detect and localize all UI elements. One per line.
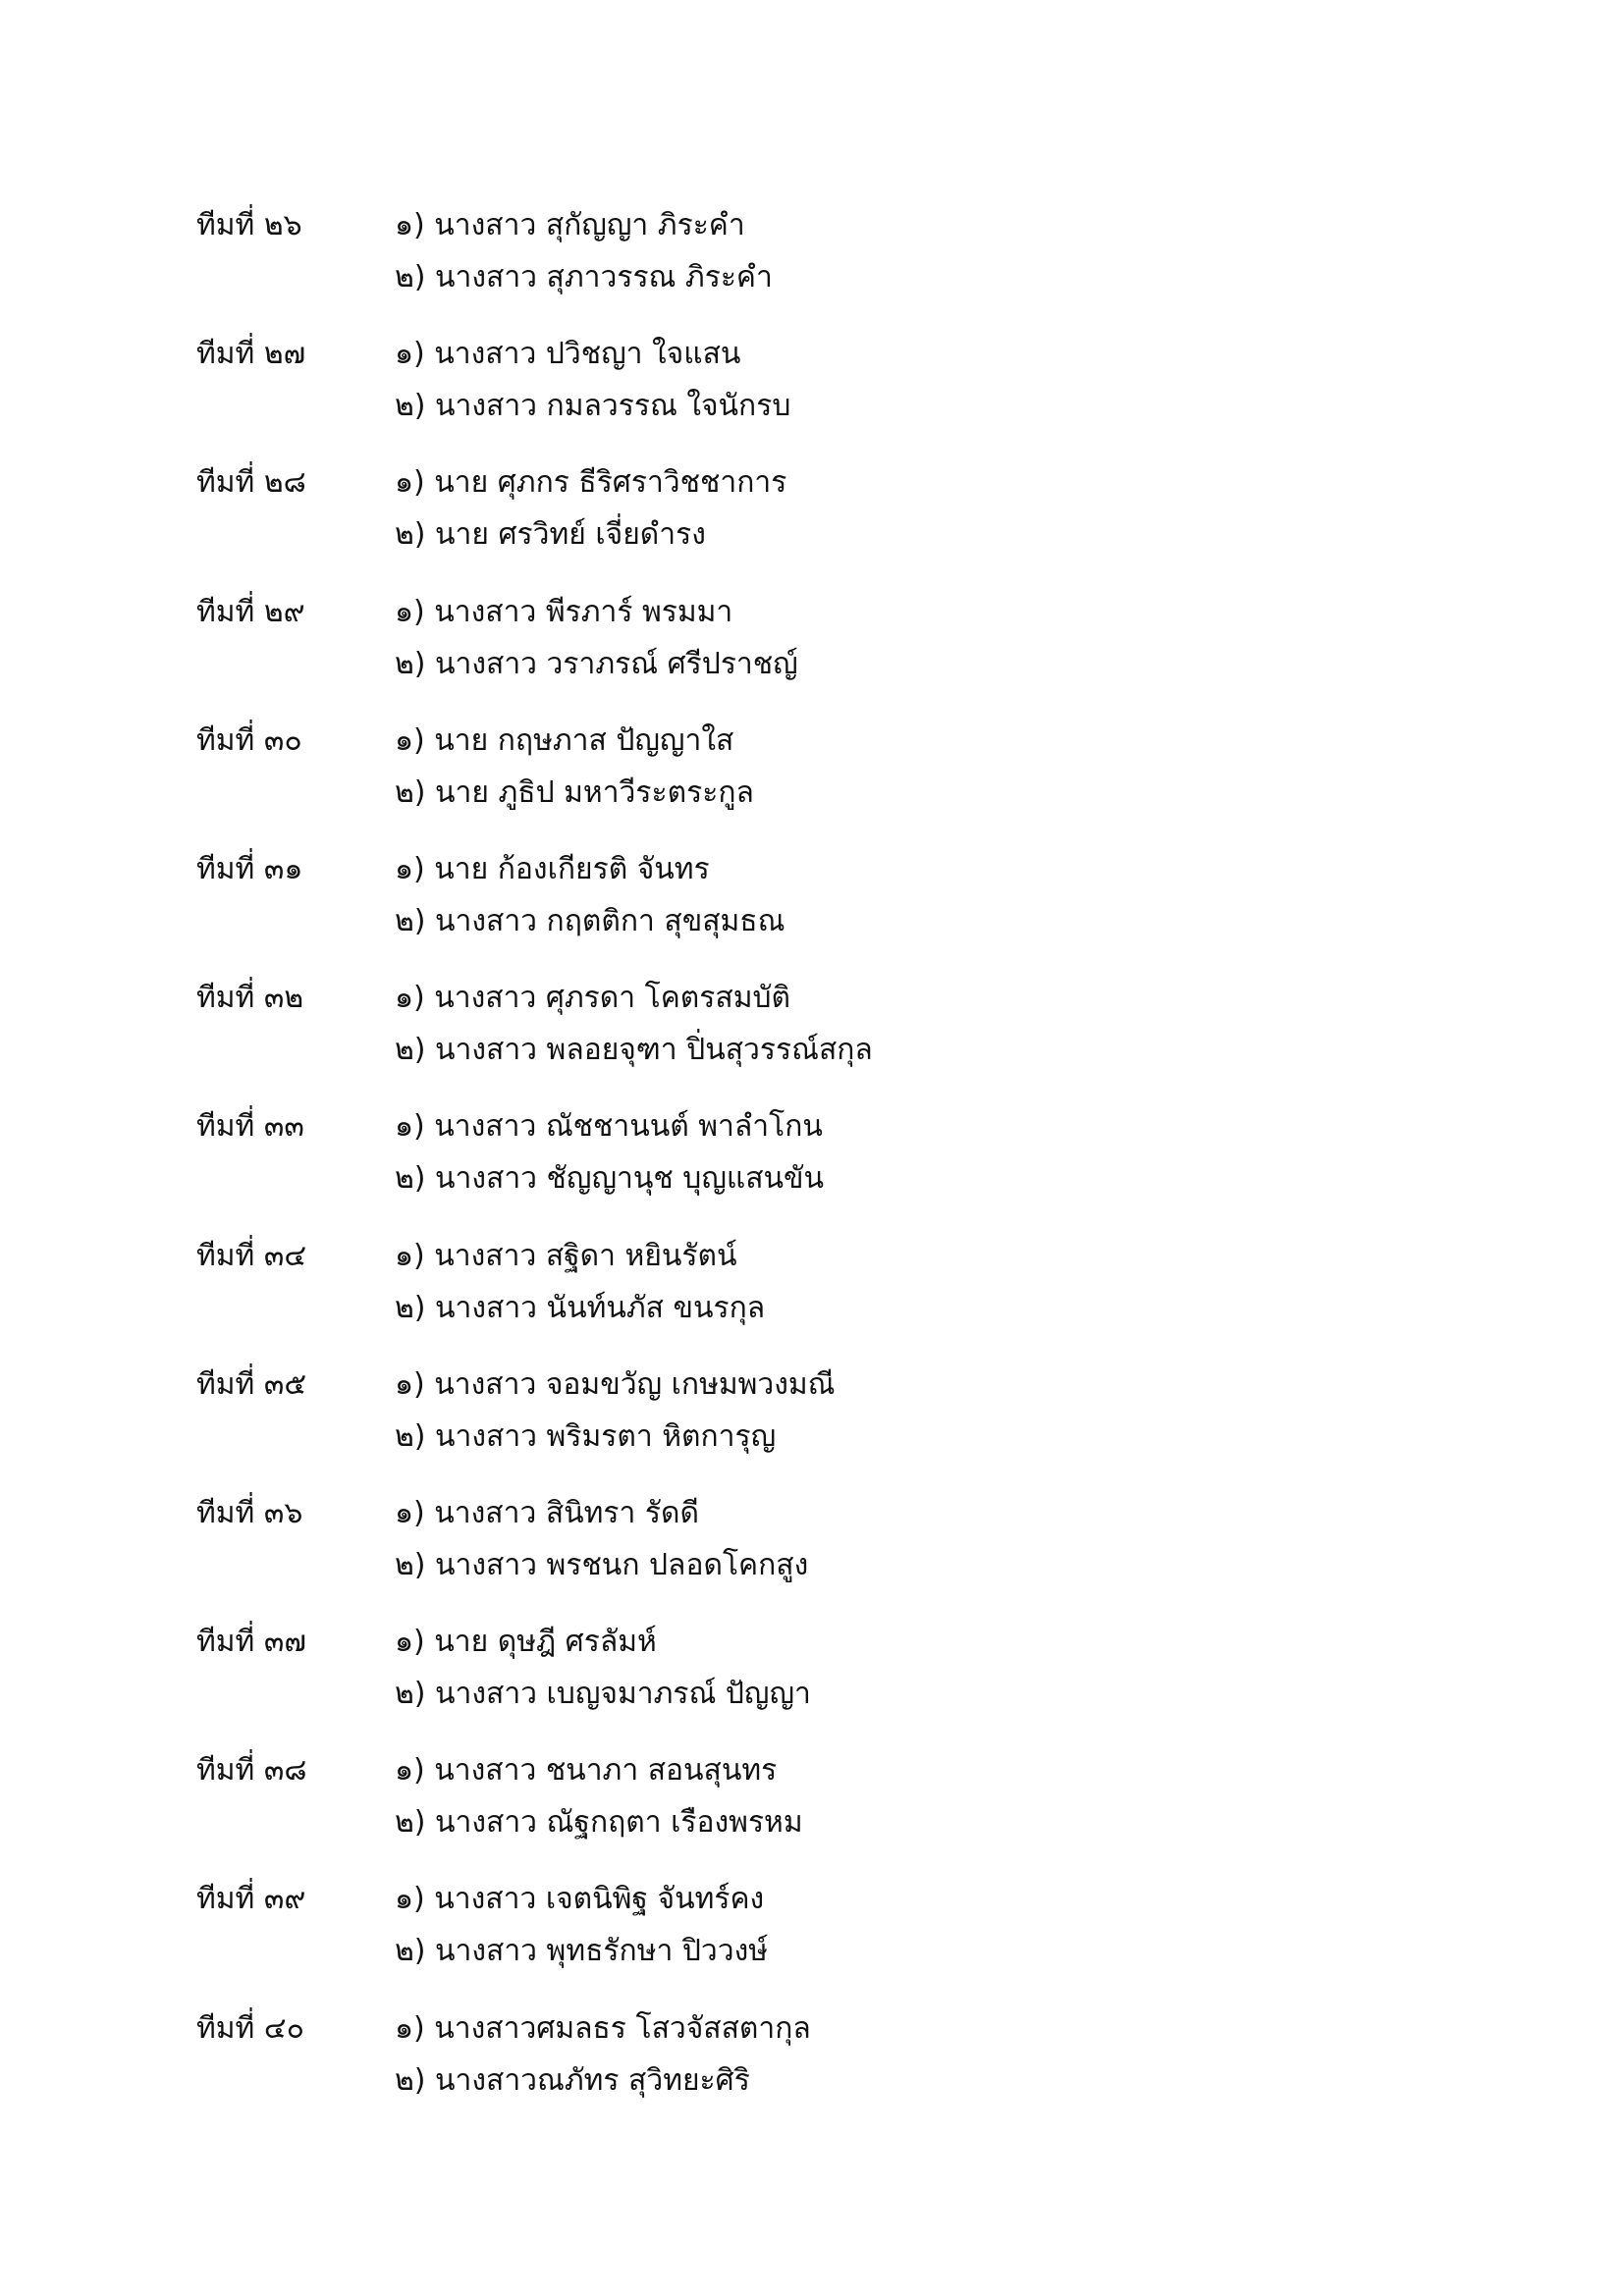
team-label: ทีมที่ ๓๔ bbox=[196, 1238, 307, 1273]
team-label: ทีมที่ ๒๖ bbox=[196, 208, 302, 242]
team-member-1: ๑) นาย ศุภกร ธีริศราวิชชาการ bbox=[395, 465, 787, 501]
team-member-2: ๒) นางสาว สุภาวรรณ ภิระคำ bbox=[395, 260, 773, 294]
team-member-2: ๒) นางสาว พุทธรักษา ปิววงษ์ bbox=[395, 1934, 769, 1969]
team-member-2: ๒) นางสาว กฤตติกา สุขสุมธณ bbox=[395, 903, 785, 938]
team-label: ทีมที่ ๓๑ bbox=[196, 851, 303, 886]
team-member-1: ๑) นางสาว ณัชชานนต์ พาลำโกน bbox=[395, 1109, 823, 1145]
team-label: ทีมที่ ๓๗ bbox=[196, 1625, 306, 1660]
team-entry bbox=[196, 456, 1473, 585]
team-entry bbox=[196, 1359, 1473, 1487]
team-label: ทีมที่ ๓๐ bbox=[196, 722, 302, 758]
team-label: ทีมที่ ๒๗ bbox=[196, 337, 306, 372]
team-label: ทีมที่ ๔๐ bbox=[196, 2010, 304, 2046]
team-member-1: ๑) นาย ดุษฎี ศรลัมห์ bbox=[395, 1625, 657, 1660]
team-entry bbox=[196, 586, 1473, 715]
team-member-1: ๑) นางสาว เจตนิพิฐ จันทร์คง bbox=[395, 1882, 765, 1917]
team-member-1: ๑) นางสาว ศุภรดา โคตรสมบัติ bbox=[395, 981, 791, 1016]
team-member-1: ๑) นางสาว จอมขวัญ เกษมพวงมณี bbox=[395, 1366, 836, 1402]
team-label: ทีมที่ ๓๖ bbox=[196, 1495, 303, 1530]
team-entry bbox=[196, 199, 1473, 328]
team-member-1: ๑) นาย กฤษภาส ปัญญาใส bbox=[395, 722, 734, 758]
team-member-1: ๑) นางสาว สินิทรา รัดดี bbox=[395, 1495, 699, 1530]
team-member-2: ๒) นางสาว เบญจมาภรณ์ ปัญญา bbox=[395, 1677, 811, 1712]
team-member-2: ๒) นางสาว พริมรตา หิตการุญ bbox=[395, 1418, 777, 1454]
team-entry bbox=[196, 1487, 1473, 1616]
team-entry bbox=[196, 843, 1473, 972]
team-member-2: ๒) นางสาวณภัทร สุวิทยะศิริ bbox=[395, 2062, 750, 2098]
team-entry bbox=[196, 1100, 1473, 1229]
team-member-2: ๒) นาย ศรวิทย์ เจี่ยดำรง bbox=[395, 517, 706, 553]
team-member-2: ๒) นางสาว ชัญญานุช บุญแสนขัน bbox=[395, 1161, 825, 1197]
team-label: ทีมที่ ๓๙ bbox=[196, 1882, 306, 1917]
team-member-1: ๑) นางสาว ชนาภา สอนสุนทร bbox=[395, 1753, 778, 1789]
team-entry bbox=[196, 2002, 1473, 2131]
team-member-1: ๑) นาย ก้องเกียรติ จันทร bbox=[395, 851, 710, 886]
team-member-1: ๑) นางสาวศมลธร โสวจัสสตากุล bbox=[395, 2010, 811, 2046]
team-entry bbox=[196, 972, 1473, 1100]
team-member-2: ๒) นางสาว ณัฐกฤตา เรืองพรหม bbox=[395, 1805, 803, 1841]
team-member-2: ๒) นางสาว กมลวรรณ ใจนักรบ bbox=[395, 389, 791, 424]
team-member-2: ๒) นางสาว พลอยจุฑา ปิ่นสุวรรณ์สกุล bbox=[395, 1033, 873, 1068]
team-member-2: ๒) นาย ภูธิป มหาวีระตระกูล bbox=[395, 774, 754, 810]
team-entry bbox=[196, 715, 1473, 843]
team-list bbox=[196, 199, 1473, 2131]
team-entry bbox=[196, 1616, 1473, 1744]
team-label: ทีมที่ ๓๒ bbox=[196, 981, 304, 1016]
team-member-1: ๑) นางสาว พีรภาร์ พรมมา bbox=[395, 594, 733, 629]
team-member-2: ๒) นางสาว พรชนก ปลอดโคกสูง bbox=[395, 1547, 809, 1582]
team-entry bbox=[196, 1230, 1473, 1359]
team-label: ทีมที่ ๒๙ bbox=[196, 594, 305, 629]
team-entry bbox=[196, 1873, 1473, 2002]
team-member-1: ๑) นางสาว สฐิดา หยินรัตน์ bbox=[395, 1238, 737, 1273]
team-label: ทีมที่ ๒๘ bbox=[196, 465, 306, 501]
team-label: ทีมที่ ๓๘ bbox=[196, 1753, 307, 1789]
team-entry bbox=[196, 1744, 1473, 1873]
team-entry bbox=[196, 328, 1473, 456]
team-member-1: ๑) นางสาว ปวิชญา ใจแสน bbox=[395, 337, 741, 372]
team-member-2: ๒) นางสาว นันท์นภัส ขนรกุล bbox=[395, 1290, 766, 1325]
team-label: ทีมที่ ๓๓ bbox=[196, 1109, 304, 1145]
team-member-2: ๒) นางสาว วราภรณ์ ศรีปราชญ์ bbox=[395, 646, 798, 681]
team-member-1: ๑) นางสาว สุกัญญา ภิระคำ bbox=[395, 208, 745, 242]
team-label: ทีมที่ ๓๕ bbox=[196, 1366, 307, 1402]
